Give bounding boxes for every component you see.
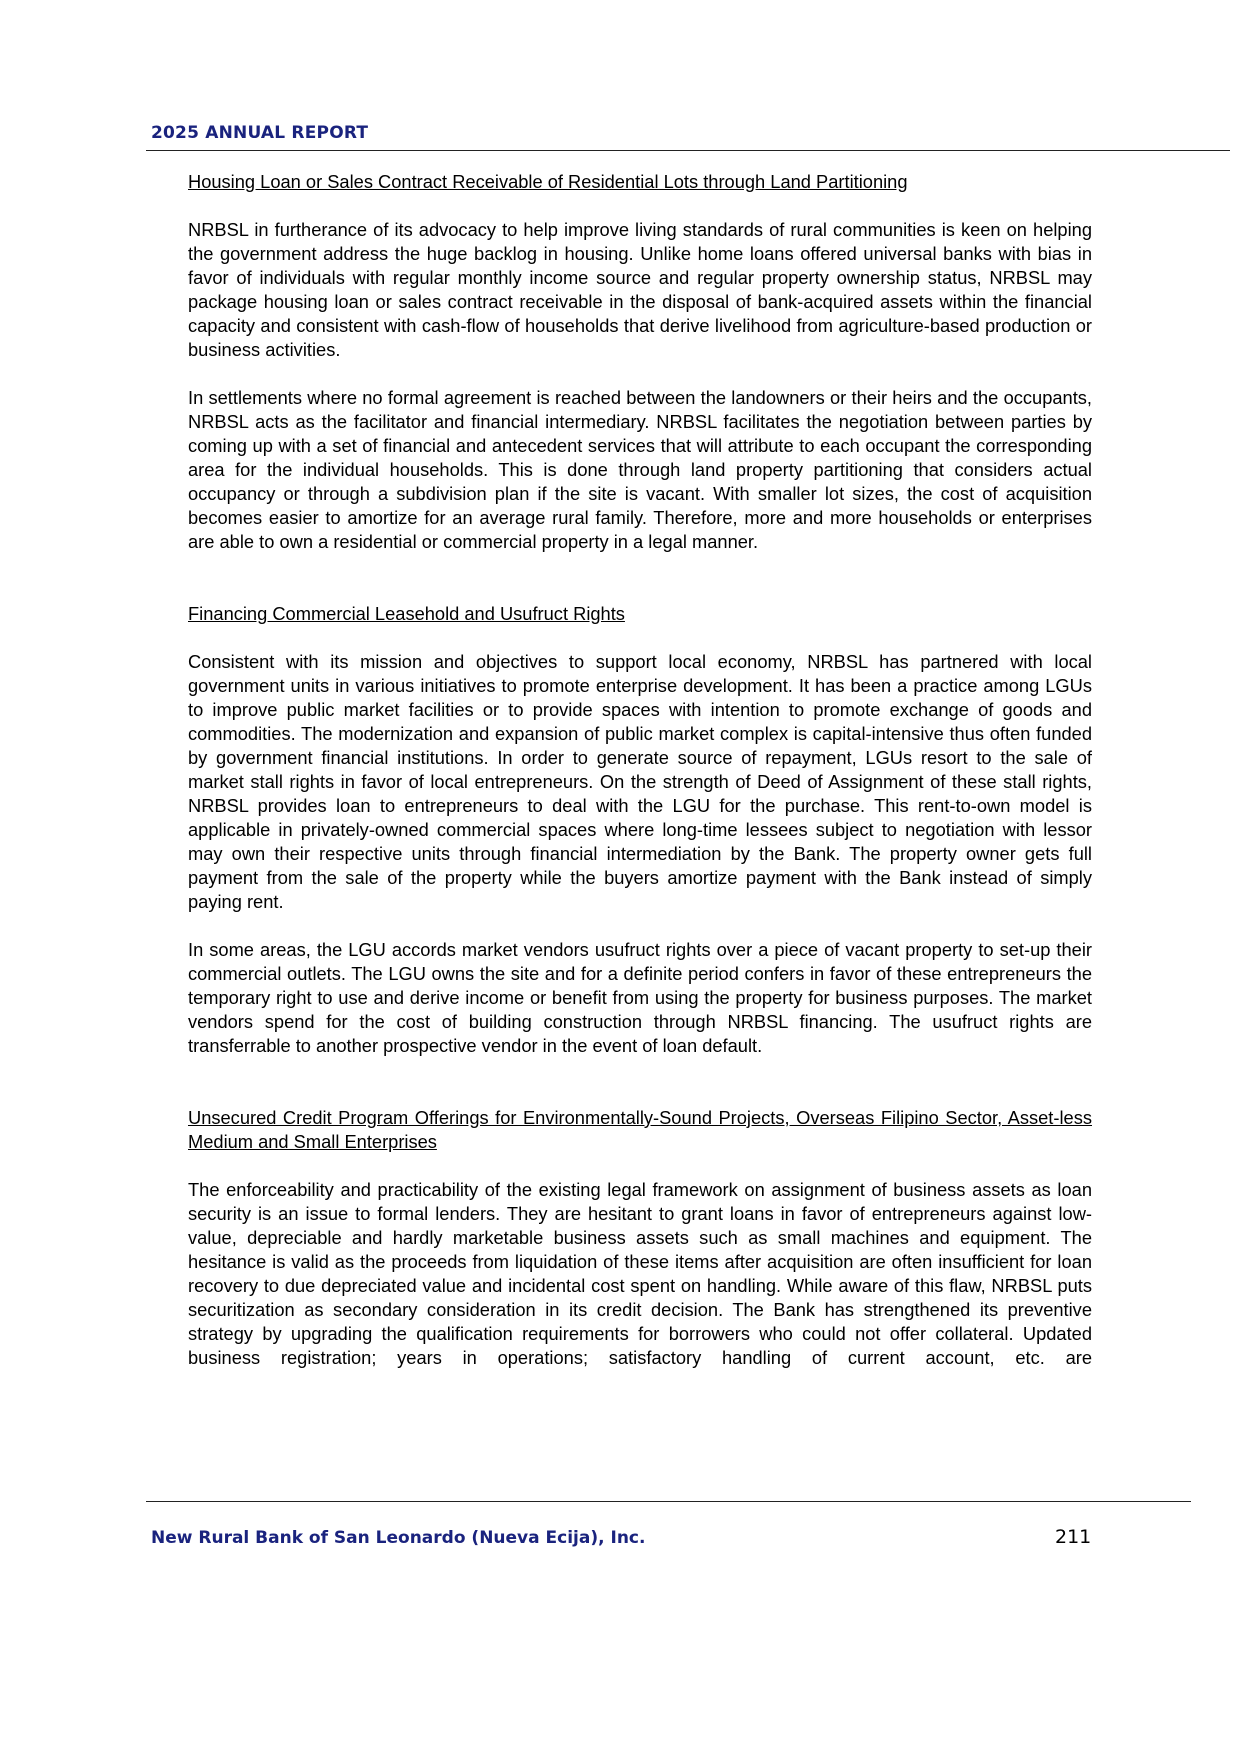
paragraph: The enforceability and practicability of the existing legal framework on assignment of business assets as loan security is an issue to formal lenders. They are hesitant to grant loans in favor of entrepreneurs against low-value, depreciable and hardly marketable business assets such as small machines and equipment. The hesitance is valid as the proceeds from liquidation of these items after acquisition are often insufficient for loan recovery to due depreciated value and incidental cost spent on handling. While aware of this flaw, NRBSL puts securitization as secondary consideration in its credit decision. The Bank has strengthened its preventive strategy by upgrading the qualification requirements for borrowers who could not offer collateral. Updated business registration; years in operations; satisfactory handling of current account, etc. are — [188, 1179, 1092, 1368]
paragraph: In some areas, the LGU accords market vendors usufruct rights over a piece of vacant property to set-up their commercial outlets. The LGU owns the site and for a definite period confers in favor of these entrepreneurs the temporary right to use and derive income or benefit from using the property for business purposes. The market vendors spend for the cost of building construction through NRBSL financing. The usufruct rights are transferrable to another prospective vendor in the event of loan default. — [188, 939, 1092, 1056]
section-commercial-leasehold — [188, 602, 1092, 1058]
report-title: 2025 ANNUAL REPORT — [151, 123, 369, 143]
section-heading: Unsecured Credit Program Offerings for Environmentally-Sound Projects, Overseas Filipino Sector, Asset-less Medium and Small Enterprises — [188, 1107, 1092, 1152]
section-heading: Housing Loan or Sales Contract Receivable of Residential Lots through Land Partitioning — [188, 171, 908, 192]
section-unsecured-credit — [188, 1106, 1092, 1370]
paragraph: Consistent with its mission and objectives to support local economy, NRBSL has partnered with local government units in various initiatives to promote enterprise development. It has been a practice among LGUs to improve public market facilities or to provide spaces with intention to promote exchange of goods and commodities. The modernization and expansion of public market complex is capital-intensive thus often funded by government financial institutions. In order to generate source of repayment, LGUs resort to the sale of market stall rights in favor of local entrepreneurs. On the strength of Deed of Assignment of these stall rights, NRBSL provides loan to entrepreneurs to deal with the LGU for the purchase. This rent-to-own model is applicable in privately-owned commercial spaces where long-time lessees subject to negotiation with lessor may own their respective units through financial intermediation by the Bank. The property owner gets full payment from the sale of the property while the buyers amortize payment with the Bank instead of simply paying rent. — [188, 651, 1092, 912]
page-number: 211 — [1055, 1526, 1092, 1548]
header-divider — [146, 150, 1230, 151]
section-heading: Financing Commercial Leasehold and Usufruct Rights — [188, 603, 625, 624]
paragraph: NRBSL in furtherance of its advocacy to help improve living standards of rural communities is keen on helping the government address the huge backlog in housing. Unlike home loans offered universal banks with bias in favor of individuals with regular monthly income source and regular property ownership status, NRBSL may package housing loan or sales contract receivable in the disposal of bank-acquired assets within the financial capacity and consistent with cash-flow of households that derive livelihood from agriculture-based production or business activities. — [188, 219, 1092, 360]
paragraph: In settlements where no formal agreement is reached between the landowners or their heirs and the occupants, NRBSL acts as the facilitator and financial intermediary. NRBSL facilitates the negotiation between parties by coming up with a set of financial and antecedent services that will attribute to each occupant the corresponding area for the individual households. This is done through land property partitioning that considers actual occupancy or through a subdivision plan if the site is vacant. With smaller lot sizes, the cost of acquisition becomes easier to amortize for an average rural family. Therefore, more and more households or enterprises are able to own a residential or commercial property in a legal manner. — [188, 387, 1092, 552]
section-housing-loan — [188, 170, 1092, 554]
footer-bank-name: New Rural Bank of San Leonardo (Nueva Ecija), Inc. — [151, 1528, 646, 1548]
footer-divider — [146, 1501, 1191, 1502]
page-body — [188, 170, 1092, 1370]
